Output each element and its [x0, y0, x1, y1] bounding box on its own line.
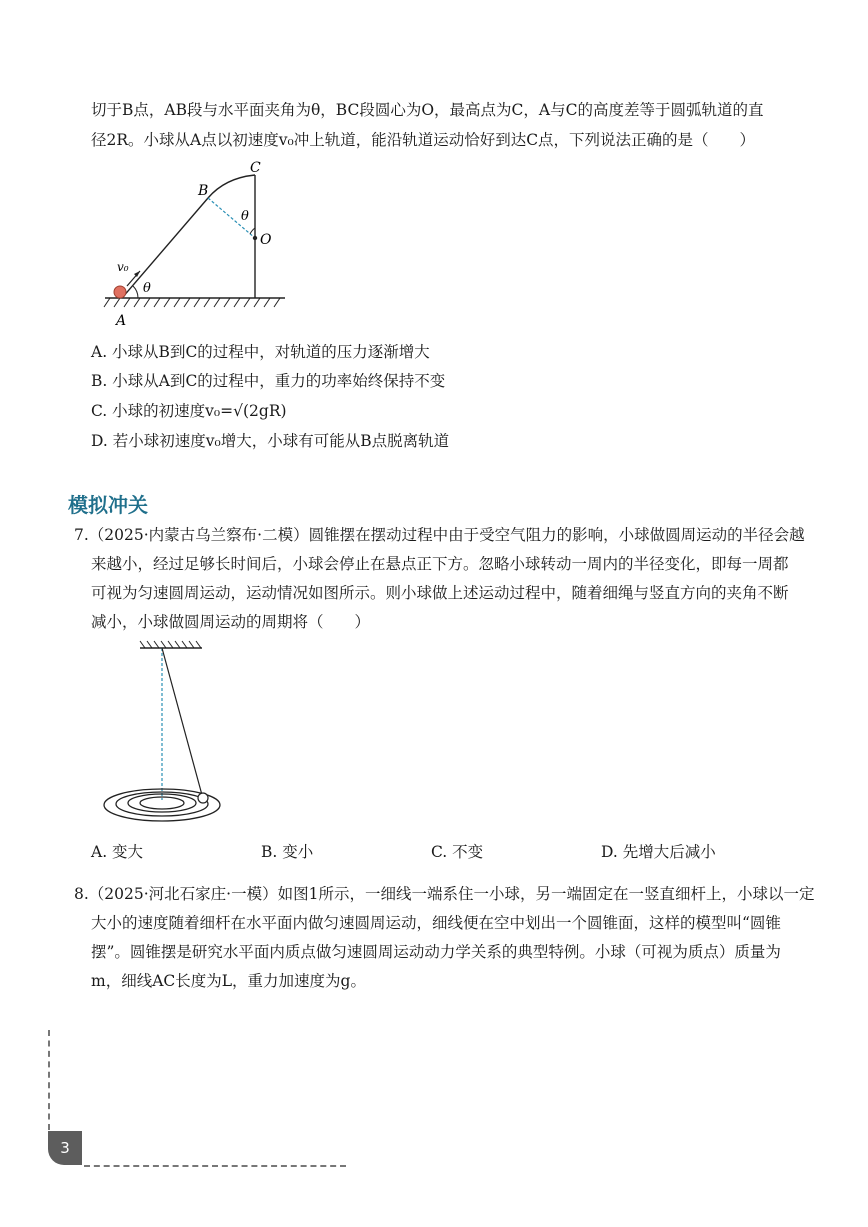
q6-option-a: A. 小球从B到C的过程中，对轨道的压力逐渐增大 [91, 343, 430, 361]
q7-option-b: B. 变小 [261, 843, 314, 861]
q7-option-c: C. 不变 [431, 843, 484, 861]
q6-option-c: C. 小球的初速度v₀=√(2gR) [91, 402, 287, 420]
q7-stem-line-3: 可视为匀速圆周运动，运动情况如图所示。则小球做上述运动过程中，随着细绳与竖直方向的夹角不断 [91, 584, 789, 602]
q7-conical-pendulum-figure [100, 640, 230, 830]
q8-stem-line-1: 8.（2025·河北石家庄·一模）如图1所示，一细线一端系住一小球，另一端固定在一竖直细杆上，小球以一定 [74, 885, 815, 903]
q8-stem-line-2: 大小的速度随着细杆在水平面内做匀速圆周运动，细线便在空中划出一个圆锥面，这样的模型叫“圆锥 [91, 914, 781, 932]
page-number-badge [48, 1131, 82, 1165]
q8-stem-line-4: m，细线AC长度为L，重力加速度为g。 [91, 972, 366, 990]
q6-stem-line-2: 径2R。小球从A点以初速度v₀冲上轨道，能沿轨道运动恰好到达C点，下列说法正确的是（ ） [91, 131, 756, 149]
page-number: 3 [60, 1139, 70, 1157]
label-theta-top: θ [241, 209, 249, 224]
label-O: O [260, 232, 272, 248]
q7-stem-line-2: 来越小，经过足够长时间后，小球会停止在悬点正下方。忽略小球转动一周内的半径变化，即每一周都 [91, 555, 789, 573]
footer-dashed-line [84, 1165, 346, 1167]
q6-option-d: D. 若小球初速度v₀增大，小球有可能从B点脱离轨道 [91, 432, 450, 450]
q7-stem-line-4: 减小，小球做圆周运动的周期将（ ） [91, 613, 371, 631]
q7-option-d: D. 先增大后减小 [601, 843, 716, 861]
label-A: A [116, 313, 127, 329]
q6-stem-line-1: 切于B点，AB段与水平面夹角为θ，BC段圆心为O，最高点为C，A与C的高度差等于圆弧轨道的直 [91, 101, 764, 119]
q7-stem-line-1: 7.（2025·内蒙古乌兰察布·二模）圆锥摆在摆动过程中由于受空气阻力的影响，小球做圆周运动的半径会越 [74, 526, 805, 544]
q6-option-b: B. 小球从A到C的过程中，重力的功率始终保持不变 [91, 372, 446, 390]
label-v0: v₀ [117, 260, 129, 274]
q8-stem-line-3: 摆”。圆锥摆是研究水平面内质点做匀速圆周运动动力学关系的典型特例。小球（可视为质点）质量为 [91, 943, 781, 961]
label-B: B [198, 183, 209, 199]
q7-option-a: A. 变大 [91, 843, 144, 861]
section-heading: 模拟冲关 [68, 493, 148, 517]
page-margin-dashed-line [48, 1030, 50, 1130]
label-theta-bottom: θ [143, 281, 151, 296]
q6-track-figure [100, 158, 300, 333]
label-C: C [250, 160, 261, 176]
